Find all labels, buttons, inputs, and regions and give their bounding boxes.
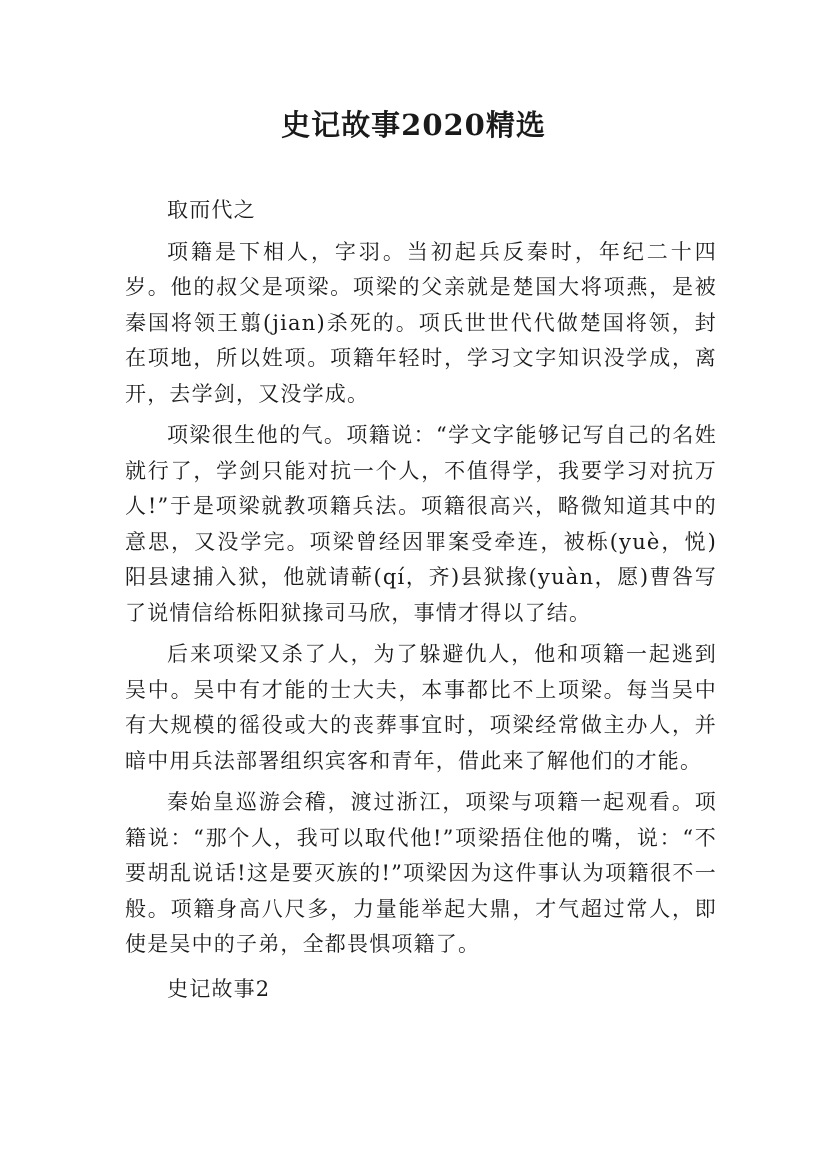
document-title: 史记故事2020精选 bbox=[281, 108, 546, 142]
section-heading: 取而代之 bbox=[167, 198, 256, 222]
document-body bbox=[125, 193, 717, 1007]
section-heading: 史记故事2 bbox=[167, 976, 271, 1001]
paragraph: 项籍是下相人，字羽。当初起兵反秦时，年纪二十四岁。他的叔父是项梁。项梁的父亲就是楚国大将项燕，是被秦国将领王翦(jian)杀死的。项氏世世代代做楚国将领，封在项地，所以姓项。项籍年轻时，学习文字知识没学成，离开，去学剑，又没学成。 bbox=[125, 239, 717, 406]
paragraph: 后来项梁又杀了人，为了躲避仇人，他和项籍一起逃到吴中。吴中有才能的士大夫，本事都比不上项梁。每当吴中有大规模的徭役或大的丧葬事宜时，项梁经常做主办人，并暗中用兵法部署组织宾客和青年，借此来了解他们的才能。 bbox=[125, 642, 717, 773]
paragraph: 项梁很生他的气。项籍说：“学文字能够记写自己的名姓就行了，学剑只能对抗一个人，不值得学，我要学习对抗万人!”于是项梁就教项籍兵法。项籍很高兴，略微知道其中的意思，又没学完。项梁曾经因罪案受牵连，被栎(yuè，悦)阳县逮捕入狱，他就请蕲(qí，齐)县狱掾(yuàn，愿)曹咎写了说情信给栎阳狱掾司马欣，事情才得以了结。 bbox=[125, 423, 717, 625]
paragraph: 秦始皇巡游会稽，渡过浙江，项梁与项籍一起观看。项籍说：“那个人，我可以取代他!”项梁捂住他的嘴，说：“不要胡乱说话!这是要灭族的!”项梁因为这件事认为项籍很不一般。项籍身高八尺多，力量能举起大鼎，才气超过常人，即使是吴中的子弟，全都畏惧项籍了。 bbox=[125, 790, 717, 956]
